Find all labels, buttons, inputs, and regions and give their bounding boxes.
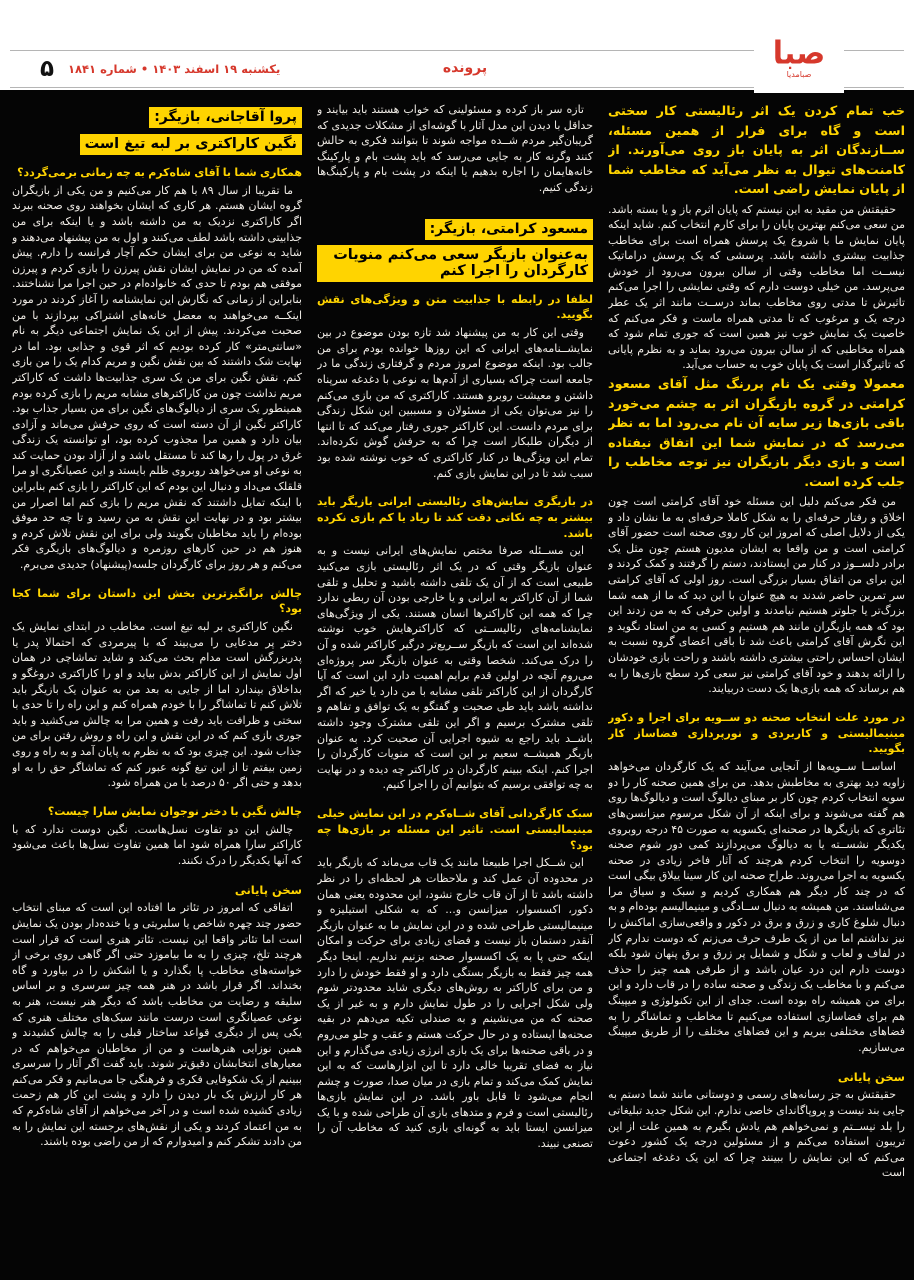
- closing-heading: سخن پایانی: [234, 883, 302, 898]
- masthead: [10, 35, 904, 88]
- answer-paragraph: من فکر می‌کنم دلیل این مسئله خود آقای کرامتی است چون اخلاق و رفتار حرفه‌ای را به شکل کاملا حرفه‌ای به ما نشان داد و یکی از دلایل اصلی که امروز این کار روی صحنه است حضور آقای کرامتی است و من واقعا به ایشان مدیون هستم چون مثل یک برادر دلســوز در کنار من ایستادند، دستم را گرفتند و کمک کردند و این برای من اتفاق بسیار بزرگی است. روز اولی که آقای کرامتی سر تمرین حاضر شدند به هیچ عنوان با این دید که ما از همه شما بزرگ‌تر یا جلوتر هستیم نیامدند و اولین حرفی که به من زدند این بود که همه بازیگران مانند هم هستیم و کسی به من استاد نگوید و این نگرش آقای کرامتی باعث شد تا باقی اعضای گروه نسبت به ایشان احساس راحتی بیشتری داشته باشند و راحت بازی خودشان را ارائه بدهند و خود آقای کرامتی نیز سعی کرد سطح بازی‌ها را به هم برساند که همه بازی‌ها یک دست دربیایند.: [608, 495, 905, 696]
- article-body: [0, 90, 914, 1280]
- page-number: ۵: [40, 56, 55, 82]
- column-keramati-2: [608, 102, 905, 1270]
- interview-question: سبک کارگردانی آقای شــاه‌کرم در این نمایش خیلی مینیمالیستی است. تاثیر این مسئله بر بازی‌ها چه بود؟: [317, 806, 593, 852]
- column-keramati-1: [317, 102, 593, 1270]
- answer-paragraph: چالش این دو تفاوت نسل‌هاست. نگین دوست ندارد که با کاراکتر سارا همراه شود اما همین تفاوت نسل‌ها باعث می‌شود که آنها یکدیگر را درک نکنند.: [12, 822, 302, 867]
- headline-main: نگین کاراکتری بر لبه تیغ است: [80, 134, 302, 155]
- answer-paragraph: اتفاقی که امروز در تئاتر ما افتاده این است که مبنای انتخاب حضور چند چهره شاخص یا سلبریتی و یا خنده‌دار بودن یک نمایش است اما تئاتر واقعا این نیست. تئاتر هنری است که قرار است هرچند تلخ، چیزی را به ما بیاموزد حتی اگر گاهی روی برخی از خواسته‌های مخاطب پا بگذارد و یا اشکش را در بیاورد و گاه بخنداند. اگر قرار باشد در هنر همه چیز سرسری و بر اساس سلیقه و رضایت من مخاطب باشد که دیگر هنر نیست، هنر به نوعی عصیانگری است درست مانند سبک‌های مختلف هنری که یکی پس از دیگری قواعد ساختار قبلی را به چالش کشیدند و همین نوزایی هنرهاست و من از مخاطبان می‌خواهم که در معیارهای انتخابشان دقیق‌تر شوند. باید گفت اگر آثار را سرسری ببینیم از یک شکوفایی فکری و فرهنگی جا می‌مانیم و فکر می‌کنم هر کار ارزش یک بار دیدن را دارد و پشت این کار هم زحمت زیادی کشیده شده است و در آخر می‌خواهم از آقای شاه‌کرم که به من اعتماد کردند و یکی از نقش‌های برجسته این نمایش را به من دادند تشکر کنم و امیدوارم که از من راضی بوده باشند.: [12, 901, 302, 1149]
- answer-paragraph: ما تقریبا از سال ۸۹ با هم کار می‌کنیم و من یکی از بازیگران گروه ایشان هستم. هر کاری که ایشان بخواهند روی صحنه ببرند اگر کاراکتری نزدیک به من داشته باشد و یا اینکه برای من جذابیتی داشته باشد لطف می‌کنند و اول به من پیشنهاد می‌دهند و شاید به نوعی من برای ایشان حکم آچار فرانسه را دارم. پیش آمده که من در نمایش ایشان نقش پیرزن را بازی کردم و پیرزن موفقی هم بودم تا حدی که خانواده‌ام در حین اجرا مرا نشناختند. بنابراین از زمانی که نگارش این نمایشنامه را آغاز کردند در مورد اینکــه می‌خواهند به معضل خانه‌های اشتراکی بپردازند با من صحبت می‌کردند. پیش از این یک نمایش اجتماعی دیگر به نام «سانتی‌متر» کار کرده بودیم که اثر قوی و جذابی بود. اما در نهایت شک داشتند که بین نقش نگین و مریم کدام یک را من بازی کنم. نقش نگین برای من یک سری جذابیت‌ها داشت که کاراکتر مریم نداشت چون من کاراکترهای مشابه مریم را بازی کرده بودم همینطور یک سری از دیالوگ‌های نگین برای من بسیار جذاب بود. کاراکتر نگین از آن دسته است که روی حرفش می‌ماند و آزادی بیان دارد و همین مرا مجذوب کرده بود، او توانسته یک زندگی غرق در پول را رها کند تا مستقل باشد و از آزاد بودن حمایت کند به نوعی او می‌خواهد روبروی ظلم بایستد و این عصیانگری او مرا قلقلک می‌داد و دنبال این بودم که این کاراکتر را بازی کنم بنابراین با اینکه تمایل داشتند که نقش مریم را بازی کنم اما اصرار من بیشتر بود و در نهایت این نقش به من رسید و تا چه حد موفق بوده‌ام را باید مخاطبان بگویند ولی برای این نقش تلاش کردم و هنوز هم در حین کارهای روزمره و دیالوگ‌های بازیگری فکر می‌کنم و هر روز برای کارگردان جلسه(پیشنهاد) جدیدی می‌برم.: [12, 183, 302, 572]
- closing-heading: سخن پایانی: [837, 1070, 905, 1085]
- interview-question: لطفا در رابطه با جذابیت متن و ویژگی‌های نقش بگویید.: [317, 292, 593, 322]
- answer-paragraph: حقیقتش من مقید به این نیستم که پایان اثرم باز و یا بسته باشد. من سعی می‌کنم بهترین پایان را برای کارم انتخاب کنم. شاید اینکه پایان نمایش ما با شروع یک پرسش همراه است برای مخاطب جذابیت بیشتری داشته باشد. پرسشی که یک پرسش دراماتیک نیســت اما مخاطب وقتی از سالن بیرون می‌رود از خودش می‌پرسد. من خیلی دوست دارم که وقتی نمایشی را اجرا می‌کنم تاثیرش تا مدتی روی مخاطب بماند درســت مانند اثر یک عطر درجه یک و مرغوب که تا مدتی همراه ماست و فکر می‌کنم که خاصیت یک نمایش خوب نیز همین است که جوری تمام شود که همراه مخاطبی که از سالن بیرون می‌رود بماند و به نظرم پایانی که تاثیرگذار است یک پایان خوب به حساب می‌آید.: [608, 202, 905, 372]
- date-issue: یکشنبه ۱۹ اسفند ۱۴۰۳ • شماره ۱۸۴۱: [68, 62, 281, 76]
- keramati-headline-block: [317, 218, 593, 282]
- answer-paragraph: این شــکل اجرا طبیعتا مانند یک قاب می‌ماند که بازیگر باید در محدوده آن عمل کند و ملاحظات هر لحظه‌ای را در نظر داشته باشد تا از آن قاب خارج نشود، این محدوده یعنی همان دکور، اکسسوار، میزانسن و... که به شکلی استیلیزه و مینیمالیستی طراحی شده و در این نمایش ما به عنوان بازیگر آنقدر دستمان باز نیست و فضای زیادی برای حرکت و امکان اینکه حتی پا به یک اکسسوار صحنه بزنیم نداریم. اینجا دیگر همه چیز فقط به بازیگر بستگی دارد و او فقط خودش را دارد و من برای کاراکتر به روش‌های دیگری شاید محدودتر شوم ولی شکل اجرایی را در طول نمایش دارم و به غیر از یک صحنه که من می‌نشینم و به صندلی تکیه می‌دهم در بقیه صحنه‌ها ایستاده و در حال حرکت هستم و عقب و جلو می‌روم و در باقی صحنه‌ها برای یک بازی انرژی زیادی می‌گذارم و این نیاز به فضای تقریبا خالی دارد تا این ابزارهاست که به این نمایش کمک می‌کند و تمام بازی در میان صدا، صورت و چشم انجام می‌شود تا قابل باور باشد. در این نمایش بازی‌ها رئالیستی است و فرم و متدهای بازی آن طراحی شده و با یک میزانسن ایستا باید به گونه‌ای بازی کنید که مخاطب آن را تصنعی نبیند.: [317, 856, 593, 1151]
- column-aghajani: [12, 102, 302, 1270]
- interview-question: چالش برانگیزترین بخش این داستان برای شما کجا بود؟: [12, 586, 302, 616]
- answer-paragraph: وقتی این کار به من پیشنهاد شد تازه بودن موضوع در بین نمایشــنامه‌های ایرانی که این روزها خوانده بودم برای من جالب بود. اینکه موضوع امروز مردم و گرفتاری زندگی ما در جامعه است چراکه بسیاری از آدم‌ها به نوعی با دغدغه سرپناه داشتن و معیشت روبرو هستند. کاراکتری که من بازی می‌کنم را نیز می‌توان یکی از مسئولان و مسببین این شکل زندگی برای مردم دانست. این کاراکتر جوری رفتار می‌کند که تا انتها از دیگران طلبکار است چرا که به حرفش گوش نکرده‌اند. تمام این ویژگی‌ها در کنار کاراکتری که خوب نوشته شده بود سبب شد تا در این نمایش بازی کنم.: [317, 326, 593, 480]
- logo-tagline: صبامدیا: [786, 70, 812, 79]
- interview-question: خب تمام کردن یک اثر رئالیستی کار سختی است و گاه برای فرار از همین مسئله، ســازندگان اثر به پایان باز روی می‌آورند. از کامنت‌های تیوال به نظر می‌آید که مخاطب شما از پایان نمایش راضی است.: [608, 104, 905, 197]
- section-title: پرونده: [442, 60, 488, 76]
- logo-wordmark: صبا: [772, 35, 826, 72]
- interview-question: در مورد علت انتخاب صحنه دو ســویه برای اجرا و دکور مینیمالیستی و کاربردی و نورپردازی فضاساز کار بگویید.: [608, 710, 905, 756]
- answer-paragraph: حقیقتش به جز رسانه‌های رسمی و دوستانی مانند شما دستم به جایی بند نیست و پروپاگاندای خاصی ندارم. این شکل جدید تبلیغاتی را بلد نیســتم و نمی‌خواهم هم یادش بگیرم به همین علت از این تریبون استفاده می‌کنم و از مسئولین درجه یک کشور دعوت می‌کنم که این نمایش را ببینند چرا که این یک دغدغه اجتماعی است: [608, 1088, 905, 1180]
- answer-paragraph: نگین کاراکتری بر لبه تیغ است. مخاطب در ابتدای نمایش یک دختر پر مدعایی را می‌بیند که با پیرمردی که احتمالا پدر یا پدربزرگش است مدام بحث می‌کند و شاید تماشاچی در همان اول نمایش از این کاراکتر بدش بیاید و او را کاراکتری دروغگو و بداخلاق بپندارد اما از جایی به بعد من به عنوان یک بازیگر باید تلاش کنم تا تماشاگر را با خودم همراه کنم و این راه را تا حدی با سختی و ظرافت باید رفت و همین مرا به چالش می‌کشید و باید جوری بازی کنم که در این نقش و این راه و روش رفتن برای من جذاب شود. این چیزی بود که به نظرم به پایان آمد و به راه و روی زمین بیفتم تا از این تیغ گونه عبور کنم که تماشاگر حق را به او بدهد و حتی اگر ۵۰ درصد با من همراه شود.: [12, 620, 302, 790]
- aghajani-headline-block: [12, 106, 302, 155]
- interview-question: در بازیگری نمایش‌های رئالیستی ایرانی بازیگر باید بیشتر به چه نکاتی دقت کند تا زیاد یا کم بازی نکرده باشد.: [317, 495, 593, 540]
- interview-question: همکاری شما با آقای شاه‌کرم به چه زمانی برمی‌گردد؟: [17, 166, 302, 179]
- saba-logo: [754, 37, 844, 93]
- interview-question: چالش نگین با دختر نوجوان نمایش سارا چیست؟: [47, 804, 302, 818]
- answer-paragraph: اساســا ســویه‌ها از آنجایی می‌آیند که یک کارگردان می‌خواهد زاویه دید بهتری به مخاطبش بدهد. من برای همین صحنه کار را دو سویه انتخاب کردم چون کار بر مبنای دیالوگ است و دیالوگ‌ها روی هم گفته می‌شوند و برای اینکه از آن شکل مرسوم میزانسن‌های تئاتری که بازیگرها در صحنه‌ای یکسویه به صورت ۴۵ درجه روبروی یکدیگر نشســته یا به دیالوگ می‌پردازند کمی دور شوم صحنه دوسویه را انتخاب کردم هرچند که آثار فاخر زیادی در صحنه یکسویه به اجرا می‌روند. طراح صحنه این کار سینا ییلاق بیگی است که در چند کار دیگر هم همکاری کردیم و سبک و سیاق مرا می‌شناسند. من همیشه به دنبال ســادگی و مینیمالیسم بوده‌ام و به دنبال شلوغ کاری و زرق و برق در دکور و واقعی‌سازی اماکنش را نیز نداشتم اما من از یک طرف حرف می‌زنم که دوست ندارم کار در لفاف و لعاب و شکل و شمایل پر زرق و برق پنهان شود بلکه دوست دارم این درد عیان باشد و از طرفی همه چیز را حذف می‌کنم و با مخاطب یک زندگی و صحنه ساده را در قاب دارد و این برای من همیشه راه بوده است. جدای از این تکنولوژی و میپینگ هم برای فضاسازی استفاده می‌کنیم تا مخاطب و تماشاگر را به فضاهای مختلفی ببریم و این فضاهای مختلف را از طریق میپینگ می‌سازیم.: [608, 760, 905, 1054]
- answer-paragraph: این مســئله صرفا مختص نمایش‌های ایرانی نیست و به عنوان بازیگر وقتی که در یک اثر رئالیستی بازی می‌کنید طبیعی است که از آن یک تلقی داشته باشید و تحلیل و تلقی شما از آن کاراکتر به ایرانی و یا خارجی بودن آن ربطی ندارد چرا که همه این کاراکترها انسان هستند. یکی از ویژگی‌های نمایشنامه‌های رئالیســتی که کاراکترهایش خوب نوشته شده‌اند این است که بازیگر ســریع‌تر درگیر کاراکتر شده و آن را درک می‌کند. شخصا وقتی به عنوان بازیگر سر پروژه‌ای می‌روم آنچه در اولین قدم برایم اهمیت دارد این است که آیا کارگردان از این کاراکتر تلقی مشابه با من دارد یا خیر که اگر نداشته باشد باید طی صحبت و گفتگو به یک توافق و تفاهم و تلقی مشترک برسیم و اگر این تلقی مشترک وجود داشته باشــد باید راجع به شیوه اجرایی آن صحبت کرد. به عنوان بازیگر همیشــه سعیم بر این است که منویات کارگردان را اجرا کنم. اینکه ببینم کارگردان در کاراکتر چه دیده و در نهایت به چه توافقی برسیم که بتوانیم آن را اجرا کنیم.: [317, 544, 593, 792]
- headline-kicker: مسعود کرامتی، بازیگر:: [425, 219, 593, 240]
- continued-paragraph: تازه سر باز کرده و مسئولینی که خواب هستند باید بیایند و حداقل با دیدن این مدل آثار با گوشه‌ای از مشکلات جدیدی که گریبان‌گیر مردم شــده مواجه شوند تا بتوانند فکری به حالش کنند وگرنه کار به جایی می‌رسد که باید پشت بام و پارکینگ خانه‌هایمان را اجاره بدهیم یا اینکه در پشت بام و پارکینگ‌ها زندگی کنیم.: [317, 103, 593, 194]
- headline-main: به‌عنوان بازیگر سعی می‌کنم منویات کارگردان را اجرا کنم: [317, 245, 593, 282]
- interview-question: معمولا وقتی یک نام پررنگ مثل آقای مسعود کرامتی در گروه بازیگران اثر به چشم می‌خورد باقی بازی‌ها زیر سایه آن نام می‌رود اما به نظر می‌رسد که در نمایش شما این اتفاق نیفتاده است و بازی دیگر بازیگران نیز توجه مخاطب را جلب کرده است.: [608, 377, 905, 490]
- headline-kicker: پروا آقاجانی، بازیگر:: [149, 107, 302, 128]
